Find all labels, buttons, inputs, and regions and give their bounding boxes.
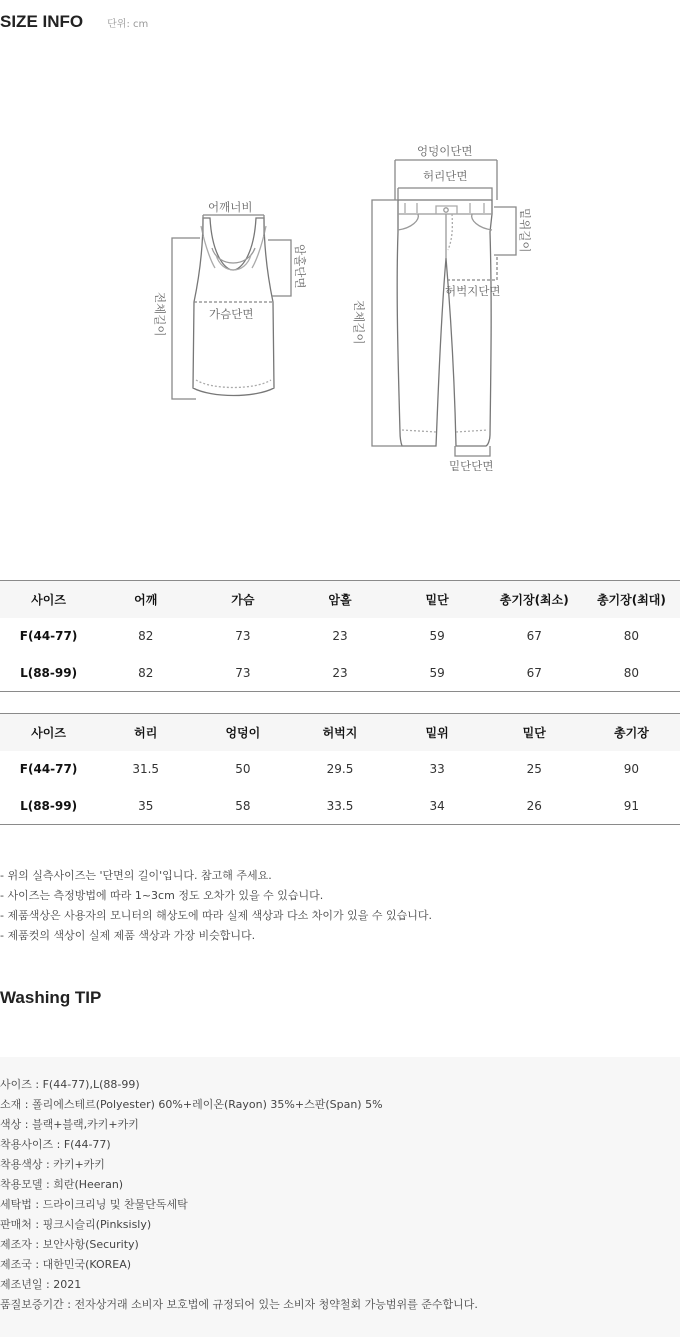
- table-cell: 91: [623, 798, 640, 813]
- washing-tip-title: Washing TIP: [0, 988, 102, 1007]
- note-line: - 제품컷의 색상이 실제 제품 색상과 가장 비슷합니다.: [0, 929, 256, 942]
- info-line-material: 소재 : 폴리에스테르(Polyester) 60%+레이온(Rayon) 35%+스판(Span) 5%: [0, 1098, 383, 1111]
- table-cell: 26: [526, 798, 542, 813]
- table-cell: 80: [623, 665, 640, 680]
- table-cell: 73: [235, 665, 251, 680]
- label-hip: 엉덩이단면: [417, 144, 473, 158]
- table-cell: 34: [429, 798, 445, 813]
- info-line-color: 색상 : 블랙+블랙,카키+카키: [0, 1118, 139, 1131]
- table-row: [0, 788, 680, 825]
- table-cell: 90: [623, 762, 640, 776]
- table-header-cell: 엉덩이: [194, 714, 291, 751]
- label-rise: 밑위길이: [518, 208, 532, 253]
- table-cell: 33.5: [326, 798, 354, 813]
- table-header-cell: 총기장(최소): [486, 581, 583, 618]
- info-line-model: 착용모델 : 희란(Heeran): [0, 1178, 124, 1191]
- table-header-cell: 허리: [97, 714, 194, 751]
- table-cell: 25: [526, 762, 542, 776]
- table-header-cell: 어깨: [97, 581, 194, 618]
- info-line-maker: 제조자 : 보안사항(Security): [0, 1238, 139, 1251]
- table-header-cell: 밑위: [389, 714, 486, 751]
- table-row: [0, 655, 680, 692]
- label-top-length: 전체길이: [153, 292, 167, 337]
- table-row: [0, 618, 680, 655]
- table-row: [0, 751, 680, 788]
- note-line: - 사이즈는 측정방법에 따라 1~3cm 정도 오차가 있을 수 있습니다.: [0, 889, 324, 902]
- table-cell-size: L(88-99): [20, 665, 78, 680]
- table-header-cell: 가슴: [194, 581, 291, 618]
- table-cell: 58: [235, 798, 251, 813]
- table-cell: 23: [332, 665, 348, 680]
- info-line-year: 제조년일 : 2021: [0, 1278, 82, 1291]
- table-header-row: [0, 581, 680, 618]
- table-header-cell: 사이즈: [0, 714, 97, 751]
- table-cell: 80: [623, 629, 640, 643]
- label-thigh: 허벅지단면: [445, 284, 501, 298]
- table-cell: 31.5: [132, 762, 160, 776]
- table-cell: 50: [235, 762, 251, 776]
- table-cell-size: L(88-99): [20, 798, 78, 813]
- table-cell: 33: [429, 762, 445, 776]
- label-waist: 허리단면: [423, 169, 468, 183]
- size-info-header: [0, 12, 148, 36]
- table-cell: 23: [332, 629, 348, 643]
- table-cell: 67: [526, 629, 542, 643]
- label-armhole: 암홀단면: [293, 244, 307, 289]
- info-line-country: 제조국 : 대한민국(KOREA): [0, 1258, 132, 1271]
- table-cell: 82: [138, 629, 154, 643]
- info-line-size: 사이즈 : F(44-77),L(88-99): [0, 1078, 140, 1091]
- table-header-cell: 밑단: [486, 714, 583, 751]
- info-line-worn-color: 착용색상 : 카키+카키: [0, 1158, 105, 1171]
- table-header-cell: 암홀: [291, 581, 388, 618]
- table-cell-size: F(44-77): [19, 762, 78, 776]
- top-size-table: [0, 580, 680, 692]
- table-cell: 82: [138, 665, 154, 680]
- pants-size-table: [0, 713, 680, 825]
- table-header-cell: 총기장(최대): [583, 581, 680, 618]
- size-info-title: SIZE INFO: [0, 12, 84, 31]
- note-line: - 위의 실측사이즈는 '단면의 길이'입니다. 참고해 주세요.: [0, 869, 272, 882]
- label-hem: 밑단단면: [449, 459, 494, 473]
- table-header-cell: 밑단: [389, 581, 486, 618]
- table-cell: 73: [235, 629, 251, 643]
- table-header-row: [0, 714, 680, 751]
- product-info-list: [0, 1075, 478, 1315]
- table-header-cell: 총기장: [583, 714, 680, 751]
- table-header-cell: 허벅지: [291, 714, 388, 751]
- size-notes: [0, 866, 432, 946]
- table-cell-size: F(44-77): [19, 629, 78, 643]
- label-pants-length: 전체길이: [352, 300, 366, 345]
- info-line-washing: 세탁법 : 드라이크리닝 및 찬물단독세탁: [0, 1198, 188, 1211]
- unit-label: 단위: cm: [107, 19, 149, 30]
- table-header-cell: 사이즈: [0, 581, 97, 618]
- table-cell: 67: [526, 665, 542, 680]
- label-shoulder: 어깨너비: [208, 200, 253, 214]
- table-cell: 59: [429, 665, 445, 680]
- table-cell: 29.5: [326, 762, 354, 776]
- table-cell: 59: [429, 629, 445, 643]
- info-line-worn-size: 착용사이즈 : F(44-77): [0, 1138, 111, 1151]
- label-chest: 가슴단면: [209, 307, 254, 321]
- info-line-warranty: 품질보증기간 : 전자상거래 소비자 보호법에 규정되어 있는 소비자 청약철회 가능범위를 준수합니다.: [0, 1298, 478, 1311]
- table-cell: 35: [138, 798, 154, 813]
- note-line: - 제품색상은 사용자의 모니터의 해상도에 따라 실제 색상과 다소 차이가 있을 수 있습니다.: [0, 909, 432, 922]
- info-line-seller: 판매처 : 핑크시슬리(Pinksisly): [0, 1218, 152, 1231]
- measurement-diagram: [0, 130, 680, 490]
